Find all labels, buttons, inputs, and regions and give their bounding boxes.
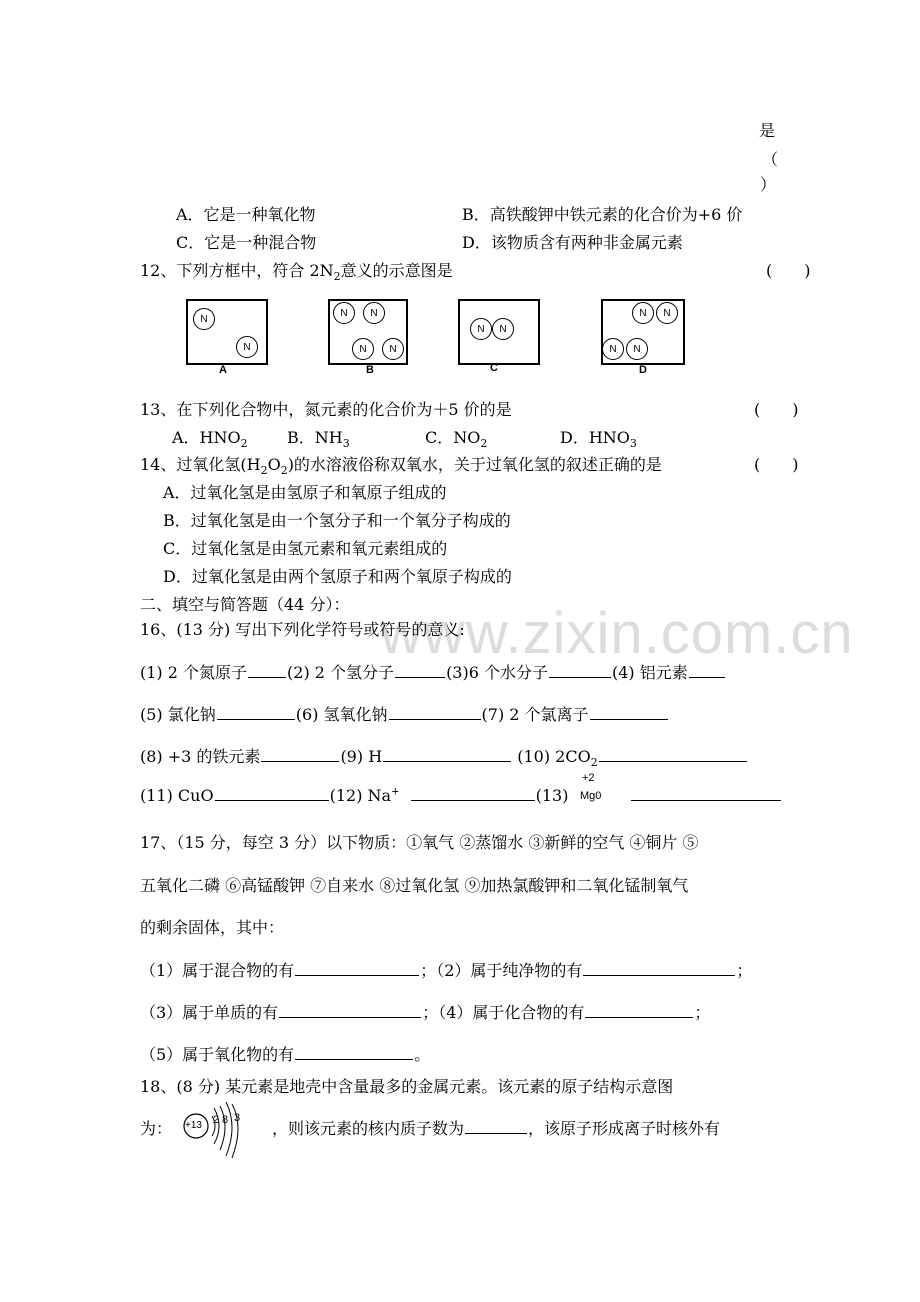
q17-line-2: 五氧化二磷 ⑥高锰酸钾 ⑦自来水 ⑧过氧化氢 ⑨加热氯酸钾和二氧化锰制氧气 [140,876,689,895]
q14-option-d: D．过氧化氢是由两个氢原子和两个氧原子构成的 [163,567,512,586]
answer-blank[interactable] [585,1003,693,1018]
atomic-structure-diagram [180,1098,250,1162]
watermark: www.zixin.com.cn [380,601,854,666]
mgo-formula: Mg0 [580,790,602,802]
nitrogen-atom: N [470,318,492,340]
q13-option-b: B．$NH_3$ [287,428,350,451]
q13-stem: 13、在下列化合物中，氮元素的化合价为＋5 价的是 [140,400,512,419]
q16-row-2: (5) 氯化钠 (6) 氢氧化钠 (7) 2 个氯离子 [140,702,669,725]
answer-blank[interactable] [248,663,286,678]
nitrogen-atom: N [193,308,215,330]
diagram-d-label: D [639,364,647,376]
q18-line-2a: 为： [140,1119,173,1138]
answer-blank[interactable] [689,663,725,678]
q13-answer-paren: ( ) [754,400,799,419]
q14-stem: 14、过氧化氢$(H_2O_2)$的水溶液俗称双氧水，关于过氧化氢的叙述正确的是 [140,455,662,478]
nitrogen-atom: N [626,338,648,360]
q16-row-1: (1) 2 个氮原子 (2) 2 个氢分子 (3)6 个水分子 (4) 铝元素 [140,660,726,683]
q11-option-a: A．它是一种氧化物 [176,205,316,224]
q12-answer-paren: ( ) [766,261,811,280]
nitrogen-atom: N [236,336,258,358]
answer-paren-close: ） [760,175,777,194]
answer-blank[interactable] [279,1003,421,1018]
question-fragment-shi: 是 [759,121,776,140]
nitrogen-atom: N [363,302,385,324]
q13-option-c: C．$NO_2$ [425,428,488,451]
q14-option-a: A．过氧化氢是由氢原子和氧原子组成的 [163,483,447,502]
q18-line-1: 18、(8 分) 某元素是地壳中含量最多的金属元素。该元素的原子结构示意图 [140,1077,674,1096]
q14-answer-paren: ( ) [754,455,799,474]
section-heading: 二、填空与简答题（44 分）： [140,595,350,614]
q13-option-a: A．$HNO_2$ [172,428,248,451]
q13-option-d: D．$HNO_3$ [560,428,637,451]
answer-blank[interactable] [590,705,668,720]
answer-blank[interactable] [583,961,735,976]
electron-shell-3: 3 [234,1112,241,1124]
q11-option-c: C．它是一种混合物 [176,233,317,252]
answer-blank[interactable] [295,961,419,976]
answer-blank[interactable] [465,1119,527,1134]
answer-blank[interactable] [389,705,481,720]
answer-blank[interactable] [411,786,535,801]
q11-option-d: D．该物质含有两种非金属元素 [462,233,683,252]
answer-blank[interactable] [215,786,329,801]
diagram-b-label: B [366,364,374,376]
electron-shell-2: 8 [222,1114,229,1126]
diagram-a-label: A [219,364,227,376]
answer-blank[interactable] [395,663,445,678]
answer-blank[interactable] [217,705,295,720]
nitrogen-atom: N [656,302,678,324]
answer-paren-open: （ [762,150,779,169]
answer-blank[interactable] [631,786,781,801]
q11-option-b: B．高铁酸钾中铁元素的化合价为+6 价 [462,205,743,224]
q17-line-1: 17、（15 分，每空 3 分）以下物质：①氧气 ②蒸馏水 ③新鲜的空气 ④铜片 ⑤ [140,833,699,852]
answer-blank[interactable] [295,1045,413,1060]
nitrogen-atom: N [602,338,624,360]
q17-line-3: 的剩余固体，其中： [140,918,285,937]
nitrogen-atom: N [333,302,355,324]
q12-stem: 12、下列方框中，符合 $2N_2$意义的示意图是 [140,261,453,284]
q14-option-b: B．过氧化氢是由一个氢分子和一个氧分子构成的 [163,511,511,530]
nucleus-charge: +13 [185,1120,202,1131]
mgo-valence-charge: +2 [582,772,595,784]
electron-shell-1: 2 [213,1114,220,1126]
q17-row-2: （3）属于单质的有 ；（4）属于化合物的有 ； [140,1003,711,1022]
diagram-c-label: C [490,362,498,374]
q16-row-3: (8) +3 的铁元素 (9) H (10) $2CO_2$ [140,744,748,769]
q16-stem: 16、(13 分) 写出下列化学符号或符号的意义: [140,620,465,639]
answer-blank[interactable] [549,663,611,678]
q18-line-2b: ，则该元素的核内质子数为 ，该原子形成离子时核外有 [272,1119,721,1138]
answer-blank[interactable] [599,747,747,762]
nitrogen-atom: N [492,318,514,340]
q14-option-c: C．过氧化氢是由氢元素和氧元素组成的 [163,539,448,558]
nitrogen-atom: N [352,338,374,360]
answer-blank[interactable] [383,747,511,762]
nitrogen-atom: N [382,338,404,360]
q17-row-1: （1）属于混合物的有 ；（2）属于纯净物的有 ； [140,961,753,980]
nitrogen-atom: N [632,302,654,324]
answer-blank[interactable] [261,747,339,762]
q17-row-3: （5）属于氧化物的有 。 [140,1045,431,1064]
q16-row-4: (11) CuO (12) Na+ (13) [140,786,569,805]
